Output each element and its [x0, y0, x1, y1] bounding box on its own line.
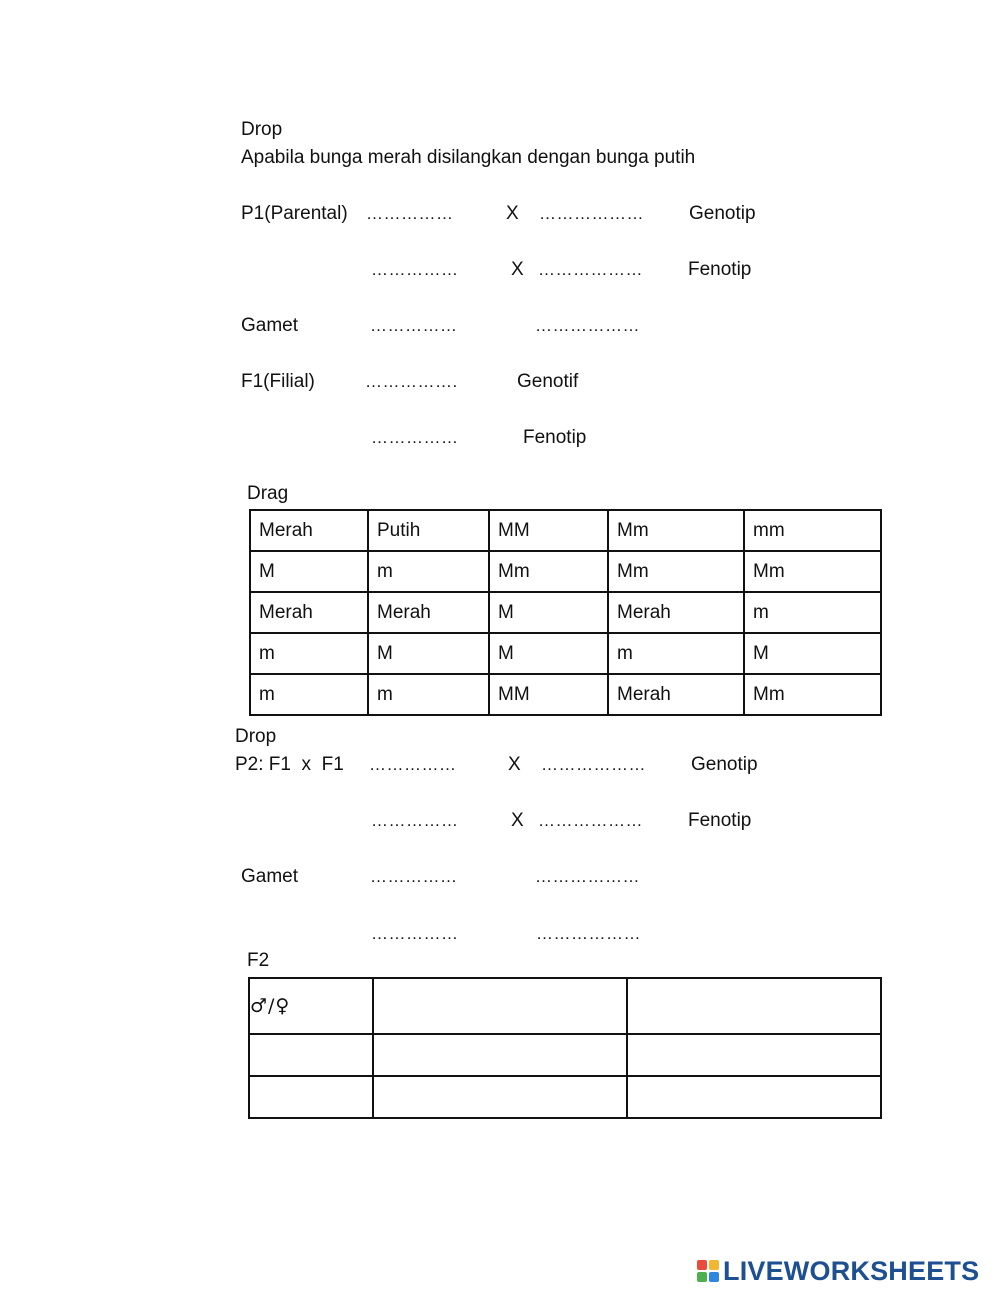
- drag-item[interactable]: Mm: [744, 551, 881, 592]
- f2-punnett-table: [248, 977, 882, 1119]
- p2-genotype-drop-right[interactable]: ………………: [541, 755, 646, 774]
- gamet-drop-left[interactable]: ……………: [371, 924, 459, 943]
- f2-drop-cell[interactable]: [373, 1034, 627, 1076]
- drag-item[interactable]: Putih: [368, 510, 489, 551]
- logo-square-green: [697, 1272, 707, 1282]
- drag-item[interactable]: m: [608, 633, 744, 674]
- drag-item[interactable]: m: [744, 592, 881, 633]
- f2-label: F2: [247, 950, 270, 971]
- gamet-drop-right[interactable]: ………………: [536, 924, 641, 943]
- drag-item[interactable]: MM: [489, 674, 608, 715]
- drag-label: Drag: [247, 483, 289, 504]
- f2-drop-cell[interactable]: [249, 1034, 373, 1076]
- f1-phenotype-drop[interactable]: ……………: [371, 428, 459, 447]
- gamet-drop-left[interactable]: ……………: [370, 867, 458, 886]
- cross-symbol: X: [508, 754, 521, 775]
- drag-item[interactable]: M: [489, 592, 608, 633]
- drag-item[interactable]: Merah: [250, 592, 368, 633]
- cross-symbol: X: [506, 203, 519, 224]
- drop-label: Drop: [241, 119, 283, 140]
- drag-item[interactable]: Mm: [608, 510, 744, 551]
- f1-label: F1(Filial): [241, 371, 315, 392]
- drag-item[interactable]: Mm: [608, 551, 744, 592]
- p1-genotype-drop-left[interactable]: ……………: [366, 204, 454, 223]
- drag-options-table: [249, 509, 882, 716]
- genotype-suffix: Genotif: [517, 371, 579, 392]
- f2-drop-cell[interactable]: [373, 978, 627, 1034]
- p2-phenotype-drop-right[interactable]: ………………: [538, 811, 643, 830]
- drag-item[interactable]: M: [489, 633, 608, 674]
- drag-item[interactable]: Merah: [608, 592, 744, 633]
- drag-item[interactable]: MM: [489, 510, 608, 551]
- liveworksheets-logo: [697, 1256, 979, 1286]
- drag-item[interactable]: Merah: [250, 510, 368, 551]
- logo-square-red: [697, 1260, 707, 1270]
- drop-label: Drop: [235, 726, 277, 747]
- phenotype-suffix: Fenotip: [688, 259, 752, 280]
- logo-square-yellow: [709, 1260, 719, 1270]
- p1-label: P1(Parental): [241, 203, 348, 224]
- gamet-drop-right[interactable]: ………………: [535, 867, 640, 886]
- gamet-drop-left[interactable]: ……………: [370, 316, 458, 335]
- logo-square-blue: [709, 1272, 719, 1282]
- p1-genotype-drop-right[interactable]: ………………: [539, 204, 644, 223]
- drag-item[interactable]: M: [744, 633, 881, 674]
- f2-drop-cell[interactable]: [627, 1034, 881, 1076]
- genotype-suffix: Genotip: [691, 754, 758, 775]
- gamet-label: Gamet: [241, 315, 299, 336]
- p2-phenotype-drop-left[interactable]: ……………: [371, 811, 459, 830]
- cross-symbol: X: [511, 259, 524, 280]
- genotype-suffix: Genotip: [689, 203, 756, 224]
- phenotype-suffix: Fenotip: [523, 427, 587, 448]
- drag-item[interactable]: Mm: [489, 551, 608, 592]
- p1-phenotype-drop-left[interactable]: ……………: [371, 260, 459, 279]
- drag-item[interactable]: m: [250, 633, 368, 674]
- drag-item[interactable]: M: [250, 551, 368, 592]
- drag-item[interactable]: Mm: [744, 674, 881, 715]
- f2-drop-cell[interactable]: [373, 1076, 627, 1118]
- gamet-label: Gamet: [241, 866, 299, 887]
- f2-drop-cell[interactable]: [627, 978, 881, 1034]
- logo-text: LIVEWORKSHEETS: [723, 1255, 980, 1286]
- question-prompt: Apabila bunga merah disilangkan dengan bunga putih: [241, 147, 696, 168]
- phenotype-suffix: Fenotip: [688, 810, 752, 831]
- f2-drop-cell[interactable]: [627, 1076, 881, 1118]
- p2-label: P2: F1 x F1: [235, 754, 344, 775]
- drag-item[interactable]: Merah: [368, 592, 489, 633]
- gamet-drop-right[interactable]: ………………: [535, 316, 640, 335]
- f1-genotype-drop[interactable]: …………….: [365, 372, 458, 391]
- drag-item[interactable]: m: [368, 674, 489, 715]
- f2-drop-cell[interactable]: [249, 1076, 373, 1118]
- p2-genotype-drop-left[interactable]: ……………: [369, 755, 457, 774]
- cross-symbol: X: [511, 810, 524, 831]
- drag-item[interactable]: Merah: [608, 674, 744, 715]
- drag-item[interactable]: mm: [744, 510, 881, 551]
- drag-item[interactable]: M: [368, 633, 489, 674]
- sex-symbol-header: ♂/♀: [249, 978, 373, 1034]
- drag-item[interactable]: m: [368, 551, 489, 592]
- p1-phenotype-drop-right[interactable]: ………………: [538, 260, 643, 279]
- drag-item[interactable]: m: [250, 674, 368, 715]
- logo-icon: [697, 1260, 719, 1282]
